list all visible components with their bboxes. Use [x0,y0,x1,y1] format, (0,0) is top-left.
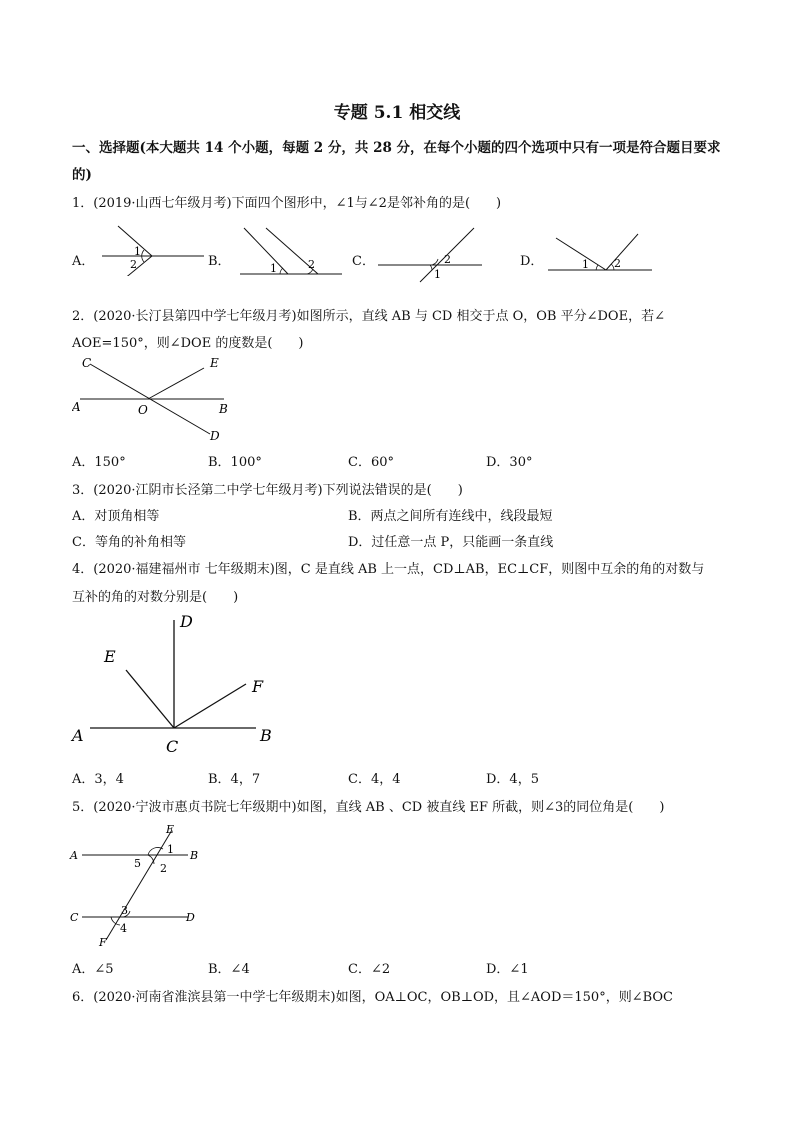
q1d-angle-1: 1 [582,258,589,271]
q5-option-b: B．∠4 [208,962,250,977]
q4-figure [66,610,286,760]
q2-label-e: E [210,356,219,370]
q2-label-d: D [210,429,220,443]
q1-option-a-label: A． [72,254,95,269]
q5-angle-4: 4 [120,922,127,935]
q1-figure-c [374,222,486,284]
question-4-text: 4．(2020·福建福州市 七年级期末)图，C 是直线 AB 上一点，CD⊥AB，EC⊥CF，则图中互余的角的对数与 [72,562,705,577]
q5-angle-3: 3 [121,904,128,917]
q5-label-e: E [166,823,175,836]
q1b-angle-1: 1 [270,262,277,275]
q5-label-f: F [99,936,107,949]
q2-option-a: A．150° [72,455,126,470]
q3-option-c: C．等角的补角相等 [72,535,186,550]
q1d-angle-2: 2 [614,257,621,270]
q4-label-d: D [180,612,193,631]
q4-option-d: D．4，5 [486,772,539,787]
q5-angle-5: 5 [134,857,141,870]
q1c-angle-1: 1 [434,268,441,281]
q3-option-a: A．对顶角相等 [72,509,160,524]
q5-label-c: C [70,911,79,924]
q1b-angle-2: 2 [308,258,315,271]
q5-option-a: A．∠5 [72,962,114,977]
q5-angle-1: 1 [167,843,174,856]
q4-option-a: A．3，4 [72,772,124,787]
q5-option-d: D．∠1 [486,962,529,977]
q1-figure-a [96,220,208,276]
q5-figure [68,820,218,950]
question-5-text: 5．(2020·宁波市惠贞书院七年级期中)如图，直线 AB 、CD 被直线 EF 所截，则∠3的同位角是( ) [72,800,665,815]
q2-figure [72,354,242,444]
q5-option-c: C．∠2 [348,962,391,977]
q1-option-d-label: D． [520,254,544,269]
q1a-angle-2: 2 [130,258,137,271]
q1c-angle-2: 2 [444,253,451,266]
question-1-text: 1．(2019·山西七年级月考)下面四个图形中，∠1与∠2是邻补角的是( ) [72,196,502,211]
q3-option-d: D．过任意一点 P，只能画一条直线 [348,535,554,550]
question-2-text-cont: AOE=150°，则∠DOE 的度数是( ) [72,336,304,351]
q5-label-a: A [70,849,78,862]
q2-label-o: O [138,403,148,417]
q5-angle-2: 2 [160,862,167,875]
q1-option-b-label: B． [208,254,231,269]
q1-figure-d [544,224,656,278]
q4-label-e: E [104,647,116,666]
q3-option-b: B．两点之间所有连线中，线段最短 [348,509,553,524]
q4-label-b: B [260,726,272,745]
q5-label-b: B [190,849,199,862]
q1a-angle-1: 1 [134,245,141,258]
q4-label-a: A [72,726,84,745]
q2-label-b: B [219,402,228,416]
q4-label-c: C [166,737,179,756]
question-4-text-cont: 互补的角的对数分别是( ) [72,590,239,605]
page-title: 专题 5.1 相交线 [333,103,461,123]
question-2-text: 2．(2020·长汀县第四中学七年级月考)如图所示，直线 AB 与 CD 相交于点 O，OB 平分∠DOE，若∠ [72,309,665,324]
question-3-text: 3．(2020·江阴市长泾第二中学七年级月考)下列说法错误的是( ) [72,483,463,498]
q2-label-a: A [72,400,81,414]
q2-option-b: B．100° [208,455,262,470]
question-6-text: 6．(2020·河南省淮滨县第一中学七年级期末)如图，OA⊥OC，OB⊥OD，且∠AOD＝150°，则∠BOC [72,990,673,1005]
q5-label-d: D [186,911,195,924]
section-heading-cont: 的) [72,167,92,183]
q2-option-c: C．60° [348,455,394,470]
q1-option-c-label: C． [352,254,375,269]
q2-option-d: D．30° [486,455,533,470]
q4-option-b: B．4，7 [208,772,261,787]
q1-figure-b [236,224,346,278]
section-heading: 一、选择题(本大题共 14 个小题，每题 2 分，共 28 分，在每个小题的四个选项中只有一项是符合题目要求 [72,140,721,156]
q4-option-c: C．4，4 [348,772,401,787]
q2-label-c: C [82,356,92,370]
q4-label-f: F [252,677,264,696]
